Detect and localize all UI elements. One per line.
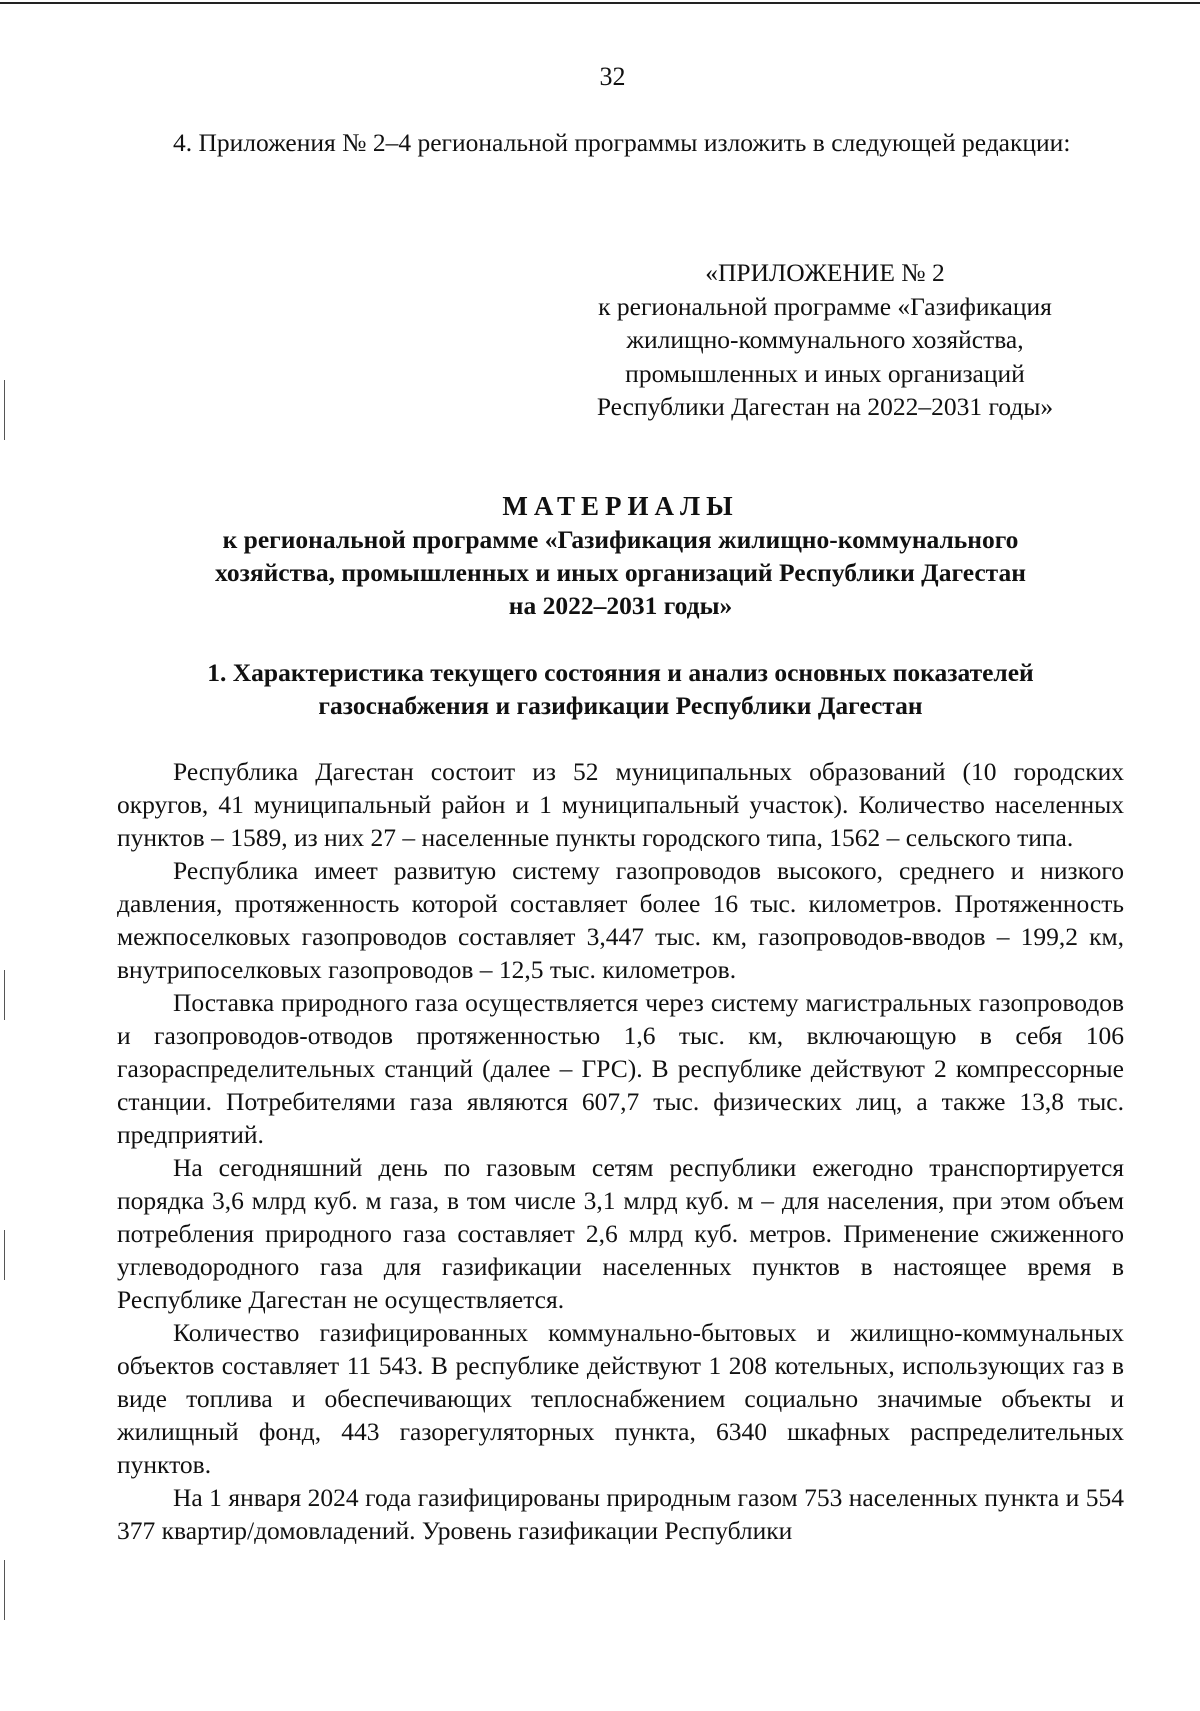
title-subline: на 2022–2031 годы» bbox=[508, 591, 733, 620]
body-paragraph: Количество газифицированных коммунально-бытовых и жилищно-коммунальных объектов составляет 11 543. В республике действуют 1 208 котельных, использующих газ в виде топлива и обеспечивающих теплоснабжением социально значимые объекты и жилищный фонд, 443 газорегуляторных пункта, 6340 шкафных распределительных пунктов. bbox=[117, 1318, 1124, 1479]
appendix-line: Республики Дагестан на 2022–2031 годы» bbox=[596, 392, 1054, 421]
section-heading-line: 1. Характеристика текущего состояния и анализ основных показателей bbox=[207, 658, 1034, 687]
scan-edge-mark bbox=[4, 380, 5, 440]
section-heading-line: газоснабжения и газификации Республики Дагестан bbox=[318, 691, 923, 720]
body-paragraph: На 1 января 2024 года газифицированы природным газом 753 населенных пункта и 554 377 квартир/домовладений. Уровень газификации Республики bbox=[117, 1483, 1124, 1545]
appendix-header bbox=[545, 256, 1105, 424]
scan-edge-mark bbox=[4, 970, 5, 1020]
appendix-line: к региональной программе «Газификация bbox=[598, 291, 1052, 321]
body-paragraph: На сегодняшний день по газовым сетям республики ежегодно транспортируется порядка 3,6 млрд куб. м газа, в том числе 3,1 млрд куб. м – для населения, при этом объем потребления природного газа составляет 2,6 млрд куб. метров. Применение сжиженного углеводородного газа для газификации населенных пунктов в настоящее время в Республике Дагестан не осуществляется. bbox=[117, 1153, 1124, 1314]
scan-edge-mark bbox=[4, 1560, 5, 1620]
appendix-line: промышленных и иных организаций bbox=[625, 358, 1025, 388]
body-paragraph: Республика имеет развитую систему газопроводов высокого, среднего и низкого давления, протяженность которой составляет более 16 тыс. километров. Протяженность межпоселковых газопроводов составляет 3,447 тыс. км, газопроводов-вводов – 199,2 км, внутрипоселковых газопроводов – 12,5 тыс. километров. bbox=[117, 856, 1124, 984]
appendix-line: «ПРИЛОЖЕНИЕ № 2 bbox=[705, 258, 945, 287]
section-heading bbox=[117, 656, 1124, 722]
body-paragraph: Поставка природного газа осуществляется через систему магистральных газопроводов и газопроводов-отводов протяженностью 1,6 тыс. км, включающую в себя 106 газораспределительных станций (далее – ГРС). В республике действуют 2 компрессорные станции. Потребителями газа являются 607,7 тыс. физических лиц, а также 13,8 тыс. предприятий. bbox=[117, 988, 1124, 1149]
scan-edge-mark bbox=[4, 1230, 5, 1280]
page-number: 32 bbox=[599, 62, 626, 91]
appendix-line: жилищно-коммунального хозяйства, bbox=[626, 325, 1024, 354]
title-subline: к региональной программе «Газификация жилищно-коммунального bbox=[222, 525, 1019, 554]
intro-paragraph: 4. Приложения № 2–4 региональной программы изложить в следующей редакции: bbox=[173, 128, 1071, 157]
title-subline: хозяйства, промышленных и иных организаций Республики Дагестан bbox=[215, 558, 1026, 587]
body-paragraph: Республика Дагестан состоит из 52 муниципальных образований (10 городских округов, 41 муниципальный район и 1 муниципальный участок). Количество населенных пунктов – 1589, из них 27 – населенные пункты городского типа, 1562 – сельского типа. bbox=[117, 757, 1124, 852]
title-main: МАТЕРИАЛЫ bbox=[502, 491, 739, 521]
scan-top-border bbox=[0, 2, 1200, 4]
section-body bbox=[117, 755, 1124, 1547]
document-title bbox=[117, 490, 1124, 622]
